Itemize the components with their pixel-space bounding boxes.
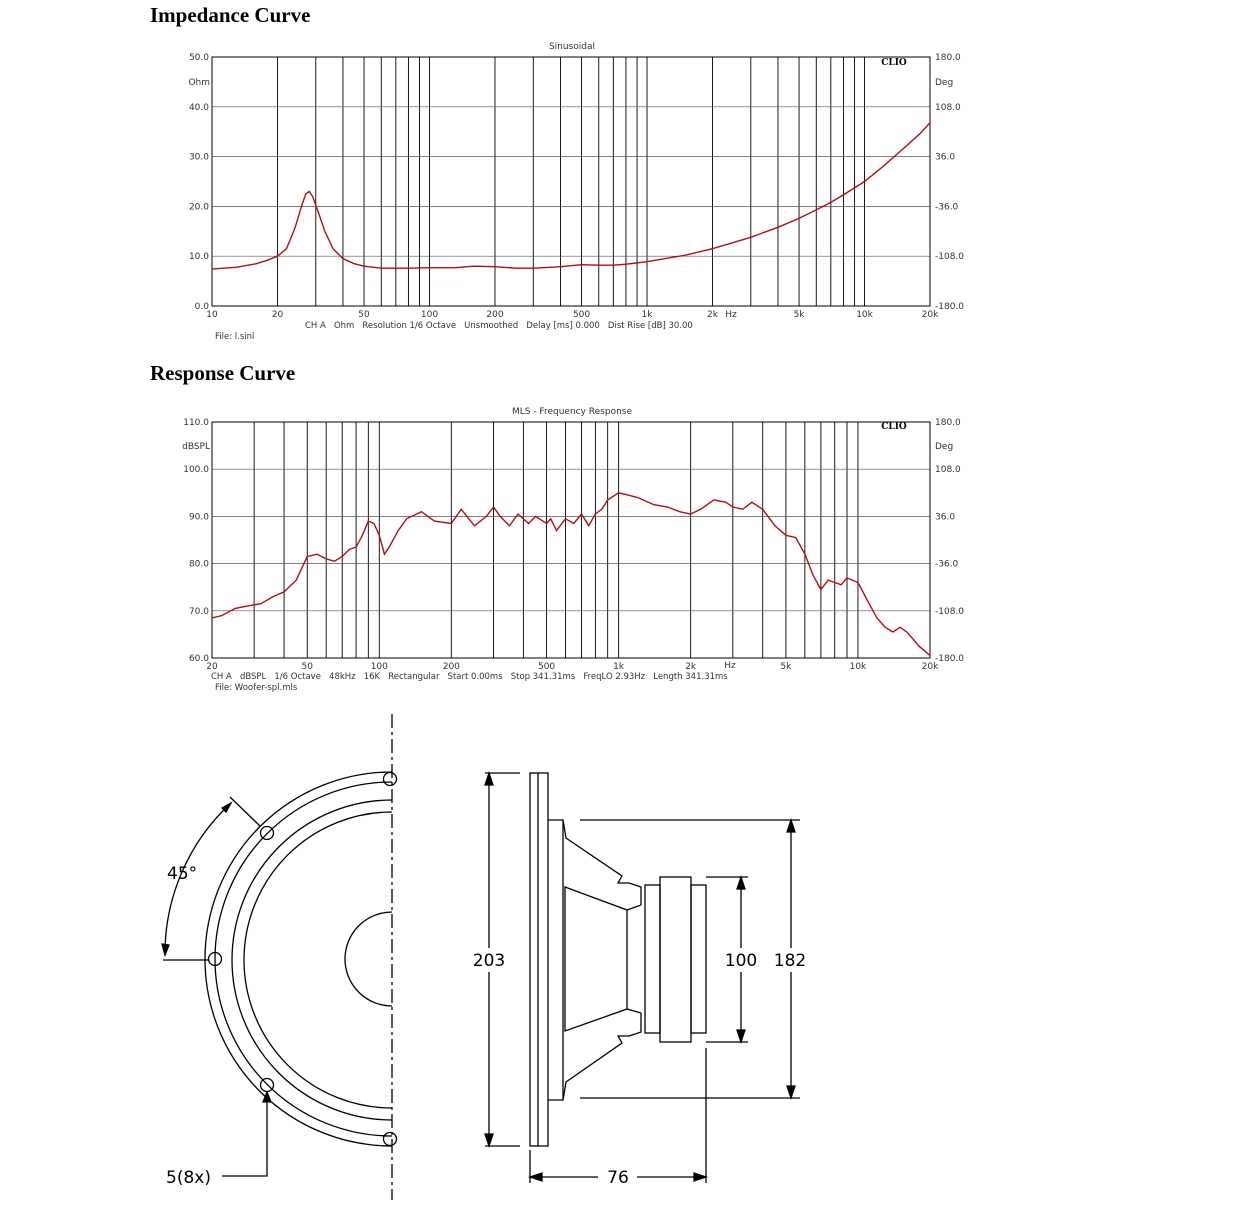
x-tick-label: 500	[537, 662, 556, 672]
impedance-curve-heading: Impedance Curve	[150, 3, 311, 27]
top-plate	[645, 885, 660, 1033]
y2-tick-label: 108.0	[935, 102, 961, 113]
depth-label: 76	[607, 1168, 629, 1188]
x-tick-label: 200	[442, 662, 460, 672]
y2-tick-label: -36.0	[935, 559, 959, 570]
x-tick-label: 10	[206, 310, 218, 320]
y-tick-label: 80.0	[188, 559, 209, 570]
y-tick-label: 10.0	[188, 252, 209, 263]
x-tick-label: 20k	[921, 310, 939, 320]
y-tick-label: 60.0	[188, 654, 209, 664]
chart-footer: CH A dBSPL 1/6 Octave 48kHz 16K Rectangular Start 0.00ms Stop 341.31ms FreqLO 2.93Hz Length 341.31ms	[211, 672, 728, 682]
y-tick-label: 0.0	[194, 302, 209, 312]
chart-file-label: File: Woofer-spl.mls	[215, 683, 298, 693]
x-tick-label: 200	[486, 310, 504, 320]
chart-footer: CH A Ohm Resolution 1/6 Octave Unsmoothed Delay [ms] 0.000 Dist Rise [dB] 30.00	[305, 321, 693, 331]
x-tick-label: 5k	[780, 662, 792, 672]
y-unit-label: Ohm	[188, 78, 210, 88]
x-tick-label: 20	[206, 662, 218, 672]
x-tick-label: 10k	[849, 662, 867, 672]
y2-tick-label: 36.0	[935, 152, 956, 163]
x-tick-label: 50	[358, 310, 370, 320]
back-plate	[691, 885, 706, 1033]
dust-cap	[345, 912, 392, 1006]
curve-line	[212, 123, 930, 269]
y-tick-label: 50.0	[188, 53, 209, 63]
frame-ring-2	[215, 782, 392, 1136]
y2-tick-label: -108.0	[935, 252, 965, 263]
plot-frame	[212, 422, 930, 658]
y-tick-label: 70.0	[188, 606, 209, 617]
mounting-flange	[530, 773, 548, 1146]
x-unit-label: Hz	[725, 310, 737, 320]
y2-tick-label: -36.0	[935, 202, 959, 213]
response-curve-heading: Response Curve	[150, 361, 296, 385]
response-chart	[0, 355, 1000, 695]
clio-logo: CLIO	[881, 422, 907, 432]
plot-area	[212, 57, 930, 306]
x-tick-label: 2k	[685, 662, 697, 672]
x-tick-label: 100	[370, 662, 388, 672]
mounting-hole	[384, 773, 397, 786]
y2-tick-label: 180.0	[935, 418, 961, 428]
basket-diameter-label: 182	[773, 951, 807, 971]
x-tick-label: 5k	[793, 310, 805, 320]
impedance-chart	[0, 0, 1000, 345]
overall-diameter-label: 203	[472, 951, 506, 971]
x-tick-label: 100	[420, 310, 439, 320]
y2-tick-label: -108.0	[935, 606, 965, 617]
curve-line	[212, 493, 930, 656]
y-unit-label: dBSPL	[182, 442, 210, 452]
cone	[565, 887, 627, 1031]
basket-upper	[548, 820, 641, 905]
speaker-dimension-drawing	[0, 700, 900, 1208]
y2-tick-label: -180.0	[935, 654, 965, 664]
y-tick-label: 40.0	[188, 102, 209, 113]
chart-title: Sinusoidal	[548, 42, 596, 52]
hole-leader	[222, 1092, 267, 1176]
chart-title: MLS - Frequency Response	[511, 407, 633, 417]
x-tick-label: 20	[271, 310, 284, 320]
y2-tick-label: -180.0	[935, 302, 965, 312]
x-tick-label: 2k	[707, 310, 718, 320]
plot-frame	[212, 57, 930, 306]
y-tick-label: 100.0	[183, 465, 209, 476]
x-tick-label: 50	[301, 662, 313, 672]
chart-file-label: File: l.sinl	[215, 332, 255, 342]
frame-ring-4	[244, 812, 392, 1108]
y-tick-label: 110.0	[183, 418, 209, 428]
y2-unit-label: Deg	[935, 78, 954, 88]
y2-tick-label: 180.0	[935, 53, 961, 63]
plot-area	[212, 422, 930, 658]
y-tick-label: 30.0	[188, 152, 209, 163]
mounting-hole	[384, 1133, 397, 1146]
magnet-diameter-label: 100	[724, 951, 758, 971]
x-tick-label: 20k	[921, 662, 939, 672]
y2-unit-label: Deg	[935, 442, 954, 452]
x-tick-label: 1k	[641, 310, 653, 320]
angle-label: 45°	[167, 864, 198, 884]
x-tick-label: 10k	[856, 310, 873, 320]
y2-tick-label: 108.0	[935, 465, 961, 476]
magnet	[660, 877, 691, 1042]
x-tick-label: 1k	[613, 662, 625, 672]
y-tick-label: 20.0	[188, 202, 209, 213]
y-tick-label: 90.0	[188, 512, 209, 523]
y2-tick-label: 36.0	[935, 512, 956, 523]
clio-logo: CLIO	[881, 58, 907, 68]
x-unit-label: Hz	[724, 661, 736, 671]
hole-count-label: 5(8x)	[166, 1168, 211, 1188]
x-tick-label: 500	[572, 310, 591, 320]
basket-lower	[548, 1013, 641, 1100]
